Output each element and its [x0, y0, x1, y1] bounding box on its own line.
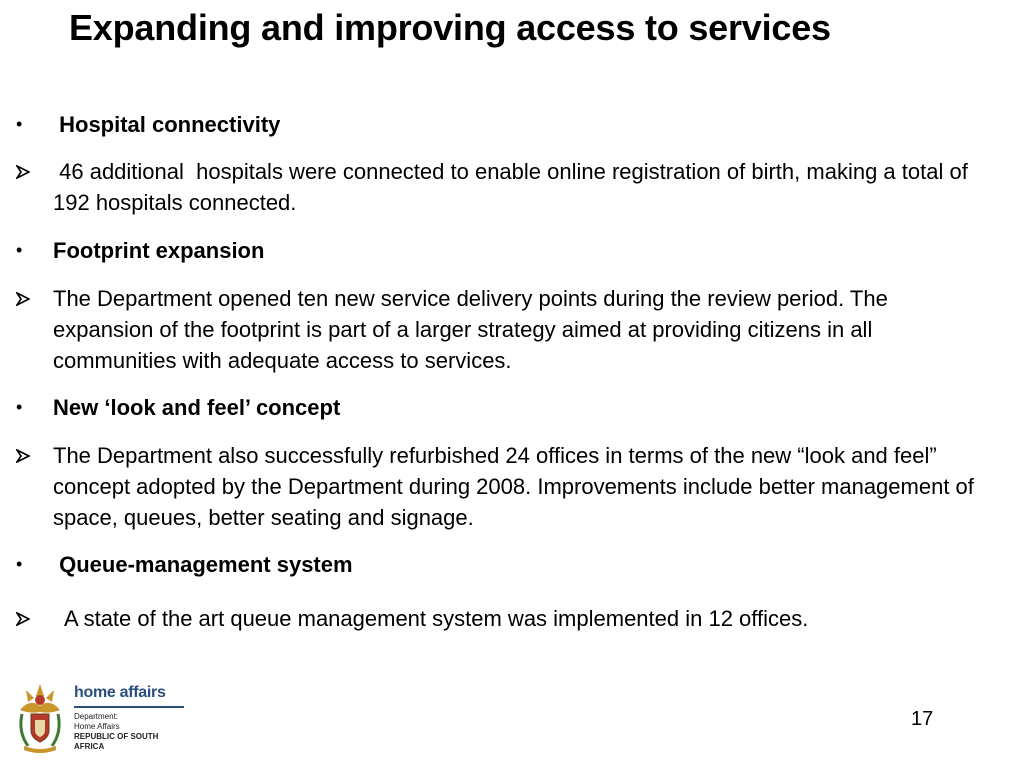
slide-title: Expanding and improving access to services	[69, 7, 831, 48]
heading-hospital-connectivity: Hospital connectivity	[53, 112, 281, 137]
logo-department-label: Department:	[74, 712, 119, 721]
queue-management-text: A state of the art queue management system was implemented in 12 offices.	[53, 606, 809, 631]
arrow-bullet-icon	[16, 283, 38, 306]
home-affairs-logo	[14, 680, 186, 754]
logo-brand-name: home affairs	[74, 684, 166, 701]
coat-of-arms-icon	[14, 680, 66, 754]
look-and-feel-text: The Department also successfully refurbished 24 offices in terms of the new “look and feel” concept adopted by the Department during 2008. Improvements include better management of space, queues, better seating and signage.	[53, 443, 974, 530]
page-number: 17	[911, 708, 934, 730]
bullet-icon: •	[16, 240, 23, 260]
arrow-bullet-icon	[16, 156, 38, 179]
logo-department-name: Home Affairs	[74, 722, 120, 731]
bullet-icon: •	[16, 554, 23, 574]
bullet-icon: •	[16, 397, 23, 417]
arrow-bullet-icon	[16, 440, 38, 463]
heading-look-and-feel: New ‘look and feel’ concept	[53, 395, 341, 420]
heading-footprint-expansion: Footprint expansion	[53, 238, 265, 263]
logo-country: REPUBLIC OF SOUTH AFRICA	[74, 732, 159, 751]
arrow-bullet-icon	[16, 603, 38, 626]
logo-text-block	[74, 684, 186, 752]
hospital-connectivity-text: 46 additional hospitals were connected to enable online registration of birth, making a total of 192 hospitals connected.	[53, 159, 974, 215]
footprint-expansion-text: The Department opened ten new service delivery points during the review period. The expansion of the footprint is part of a larger strategy aimed at providing citizens in all communities with adequate access to services.	[53, 286, 888, 373]
bullet-icon: •	[16, 114, 23, 134]
heading-queue-management: Queue-management system	[53, 552, 353, 577]
logo-divider	[74, 706, 184, 708]
